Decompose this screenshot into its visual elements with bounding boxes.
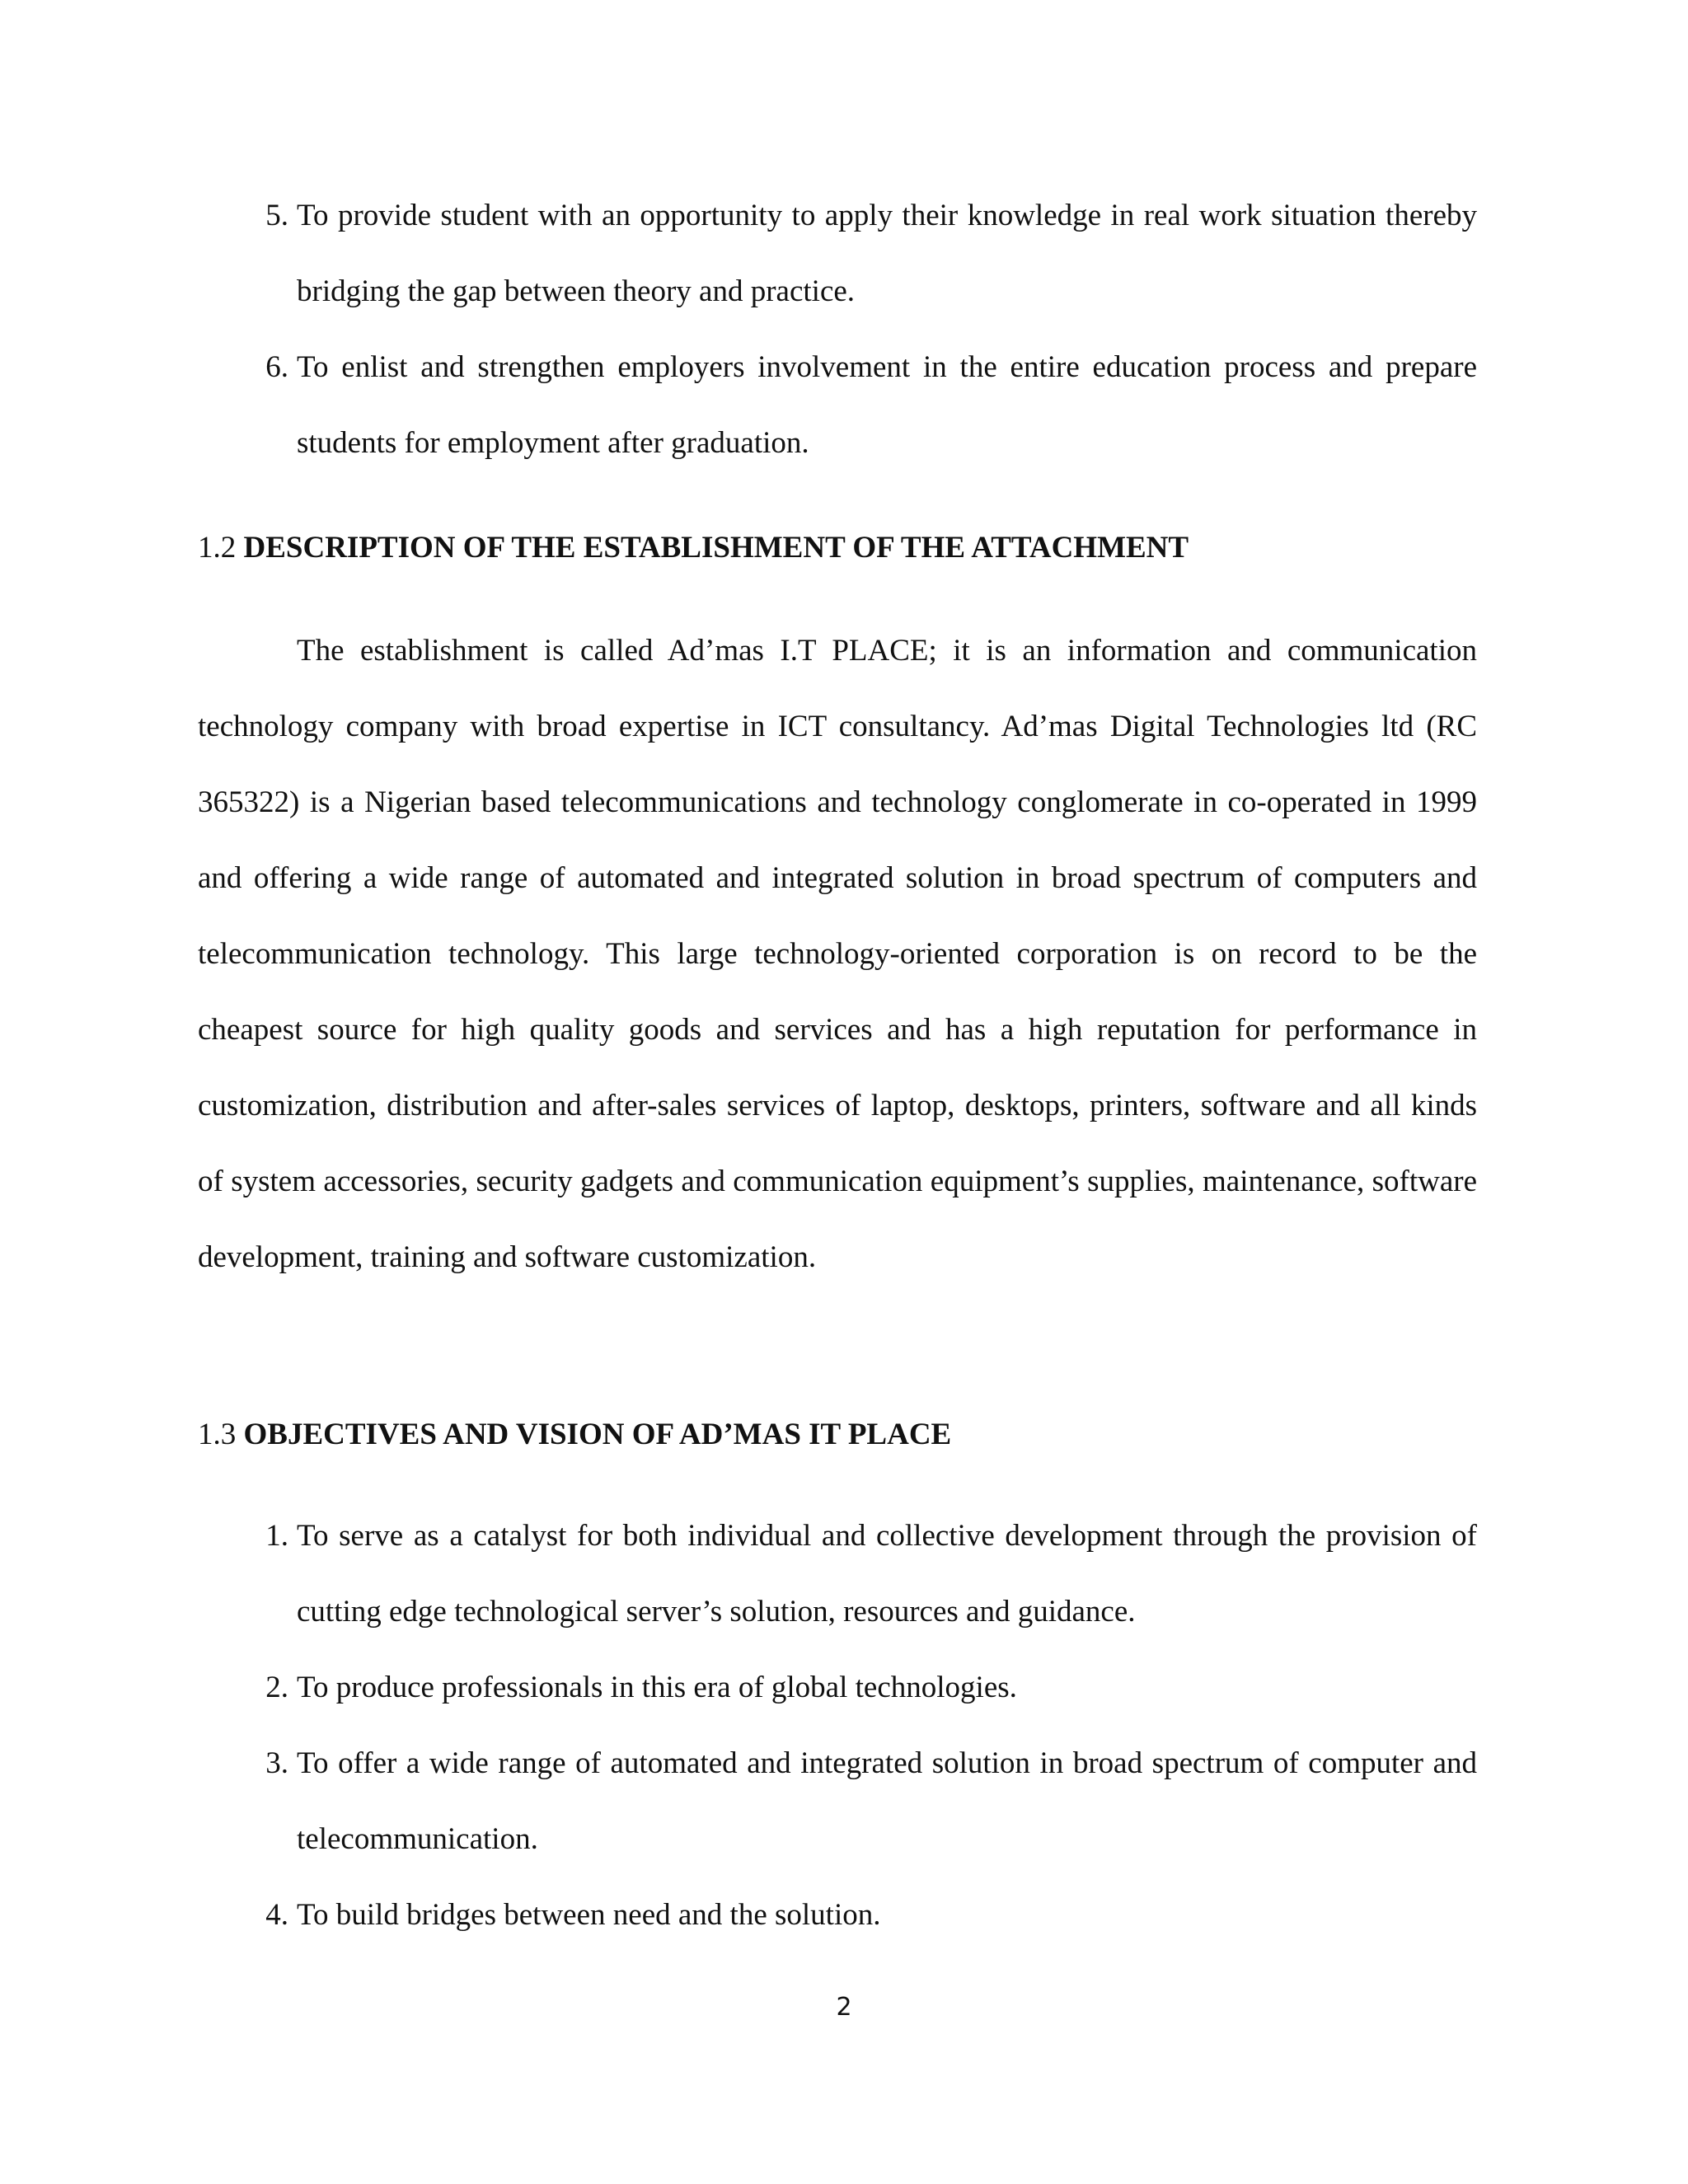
section-title: OBJECTIVES AND VISION OF AD’MAS IT PLACE: [243, 1418, 952, 1451]
list-item-number: 5.: [265, 199, 288, 232]
list-item-number: 6.: [265, 350, 288, 384]
list-item: [239, 1726, 1477, 1877]
list-item-text: To serve as a catalyst for both individual and collective development through the provision of cutting edge technological server’s solution, resources and guidance.: [297, 1519, 1477, 1629]
list-item-number: 1.: [265, 1519, 288, 1553]
section-heading: [198, 527, 1484, 569]
section-number: 1.3: [198, 1418, 237, 1451]
list-item: [239, 1877, 1477, 1953]
section-heading: [198, 1414, 1484, 1455]
list-item: [239, 1498, 1477, 1650]
list-item-number: 2.: [265, 1671, 288, 1704]
section-number: 1.2: [198, 531, 237, 565]
list-item: [239, 178, 1477, 330]
body-paragraph: The establishment is called Ad’mas I.T PLACE; it is an information and communication technology company with broad expertise in ICT consultancy. Ad’mas Digital Technologies ltd (RC 365322) is a Nigerian based telecommunications and technology conglomerate in co-operated in 1999 and offering a wide range of automated and integrated solution in broad spectrum of computers and telecommunication technology. This large technology-oriented corporation is on record to be the cheapest source for high quality goods and services and has a high reputation for performance in customization, distribution and after-sales services of laptop, desktops, printers, software and all kinds of system accessories, security gadgets and communication equipment’s supplies, maintenance, software development, training and software customization.: [198, 634, 1477, 1274]
list-item: [239, 330, 1477, 481]
page-number: 2: [836, 1993, 852, 2022]
section-title: DESCRIPTION OF THE ESTABLISHMENT OF THE ATTACHMENT: [243, 531, 1189, 565]
list-item-text: To produce professionals in this era of global technologies.: [297, 1671, 1017, 1704]
list-item-text: To enlist and strengthen employers involvement in the entire education process and prepare students for employment after graduation.: [297, 350, 1477, 460]
list-item-text: To offer a wide range of automated and integrated solution in broad spectrum of computer and telecommunication.: [297, 1746, 1477, 1856]
list-item-text: To build bridges between need and the solution.: [297, 1898, 881, 1932]
list-item-number: 4.: [265, 1898, 288, 1932]
list-item-text: To provide student with an opportunity to apply their knowledge in real work situation thereby bridging the gap between theory and practice.: [297, 199, 1477, 308]
list-item-number: 3.: [265, 1746, 288, 1780]
list-item: [239, 1650, 1477, 1726]
